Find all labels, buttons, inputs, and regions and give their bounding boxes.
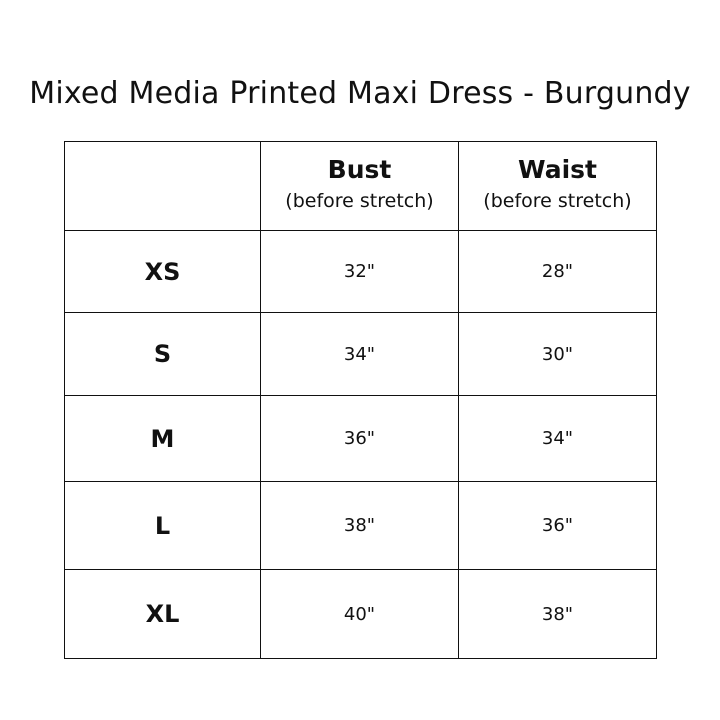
waist-value: 28" bbox=[459, 231, 657, 313]
bust-value: 40" bbox=[261, 570, 459, 659]
bust-value: 38" bbox=[261, 482, 459, 570]
size-label: XS bbox=[65, 231, 261, 313]
waist-value: 34" bbox=[459, 396, 657, 482]
waist-value: 30" bbox=[459, 313, 657, 396]
column-header-bust: Bust bbox=[327, 155, 392, 184]
column-subheader-bust: (before stretch) bbox=[285, 190, 434, 212]
table-header-row bbox=[65, 142, 657, 231]
column-subheader-waist: (before stretch) bbox=[483, 190, 632, 212]
bust-value: 32" bbox=[261, 231, 459, 313]
waist-value: 38" bbox=[459, 570, 657, 659]
table-row bbox=[65, 570, 657, 659]
bust-value: 36" bbox=[261, 396, 459, 482]
table-row bbox=[65, 313, 657, 396]
size-label: XL bbox=[65, 570, 261, 659]
header-cell-empty bbox=[65, 142, 261, 231]
size-chart-table bbox=[64, 141, 657, 659]
bust-value: 34" bbox=[261, 313, 459, 396]
header-cell-bust bbox=[261, 142, 459, 231]
table-row bbox=[65, 231, 657, 313]
header-cell-waist bbox=[459, 142, 657, 231]
column-header-waist: Waist bbox=[518, 155, 597, 184]
waist-value: 36" bbox=[459, 482, 657, 570]
size-label: S bbox=[65, 313, 261, 396]
size-label: M bbox=[65, 396, 261, 482]
page-title: Mixed Media Printed Maxi Dress - Burgundy bbox=[29, 76, 691, 111]
size-label: L bbox=[65, 482, 261, 570]
table-row bbox=[65, 396, 657, 482]
table-row bbox=[65, 482, 657, 570]
